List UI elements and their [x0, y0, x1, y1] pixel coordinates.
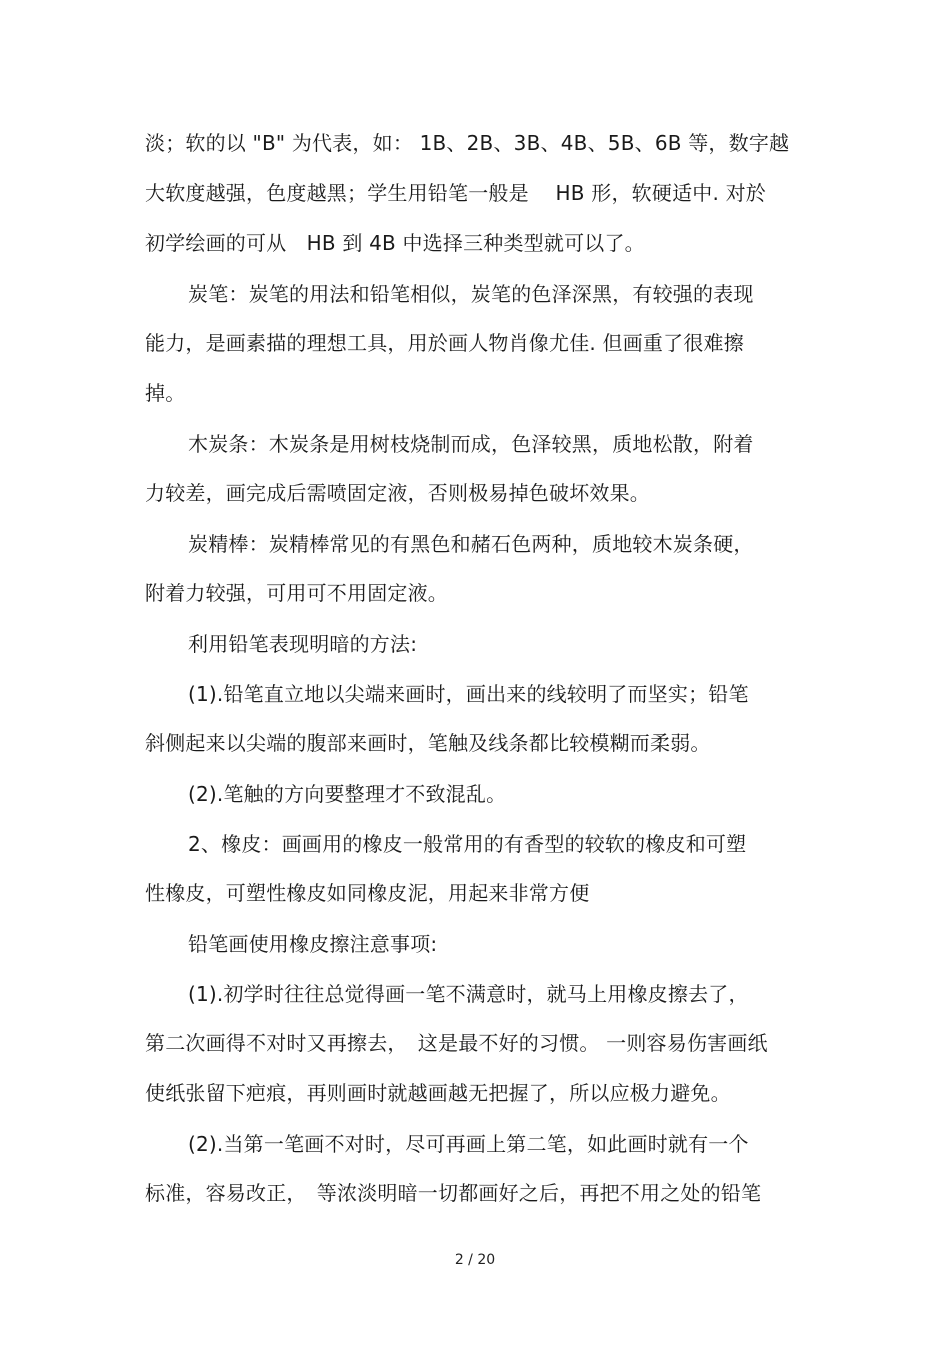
text-line: 附着力较强，可用可不用固定液。 [145, 581, 448, 605]
paragraph-start-line: (1).初学时往往总觉得画一笔不满意时，就马上用橡皮擦去了， [188, 982, 749, 1006]
paragraph-start-line: 利用铅笔表现明暗的方法: [188, 632, 418, 656]
text-line: 力较差，画完成后需喷固定液，否则极易掉色破坏效果。 [145, 481, 650, 505]
text-line: 大软度越强，色度越黑；学生用铅笔一般是 HB 形，软硬适中. 对於 [145, 181, 766, 205]
paragraph-start-line: 2、橡皮：画画用的橡皮一般常用的有香型的较软的橡皮和可塑 [188, 832, 747, 856]
text-line: 标准，容易改正， 等浓淡明暗一切都画好之后，再把不用之处的铅笔 [145, 1181, 762, 1205]
paragraph-start-line: (2).当第一笔画不对时，尽可再画上第二笔，如此画时就有一个 [188, 1132, 749, 1156]
paragraph-start-line: (1).铅笔直立地以尖端来画时，画出来的线较明了而坚实；铅笔 [188, 682, 749, 706]
text-line: 第二次画得不对时又再擦去， 这是最不好的习惯。 一则容易伤害画纸 [145, 1031, 768, 1055]
page-number: 2 / 20 [454, 1252, 496, 1268]
paragraph-start-line: 木炭条：木炭条是用树枝烧制而成，色泽较黑，质地松散，附着 [188, 432, 754, 456]
text-line: 掉。 [145, 381, 186, 405]
text-line: 初学绘画的可从 HB 到 4B 中选择三种类型就可以了。 [145, 231, 645, 255]
paragraph-start-line: 铅笔画使用橡皮擦注意事项: [188, 932, 438, 956]
paragraph-start-line: (2).笔触的方向要整理才不致混乱。 [188, 782, 507, 806]
text-line: 淡；软的以 "B" 为代表，如： 1B、2B、3B、4B、5B、6B 等，数字越 [145, 131, 790, 155]
text-line: 使纸张留下疤痕，再则画时就越画越无把握了，所以应极力避免。 [145, 1081, 731, 1105]
text-line: 能力，是画素描的理想工具，用於画人物肖像尤佳. 但画重了很难擦 [145, 331, 744, 355]
paragraph-start-line: 炭笔：炭笔的用法和铅笔相似，炭笔的色泽深黑，有较强的表现 [188, 282, 754, 306]
text-line: 斜侧起来以尖端的腹部来画时，笔触及线条都比较模糊而柔弱。 [145, 731, 711, 755]
text-line: 性橡皮，可塑性橡皮如同橡皮泥，用起来非常方便 [145, 881, 590, 905]
paragraph-start-line: 炭精棒：炭精棒常见的有黑色和赭石色两种，质地较木炭条硬， [188, 532, 754, 556]
